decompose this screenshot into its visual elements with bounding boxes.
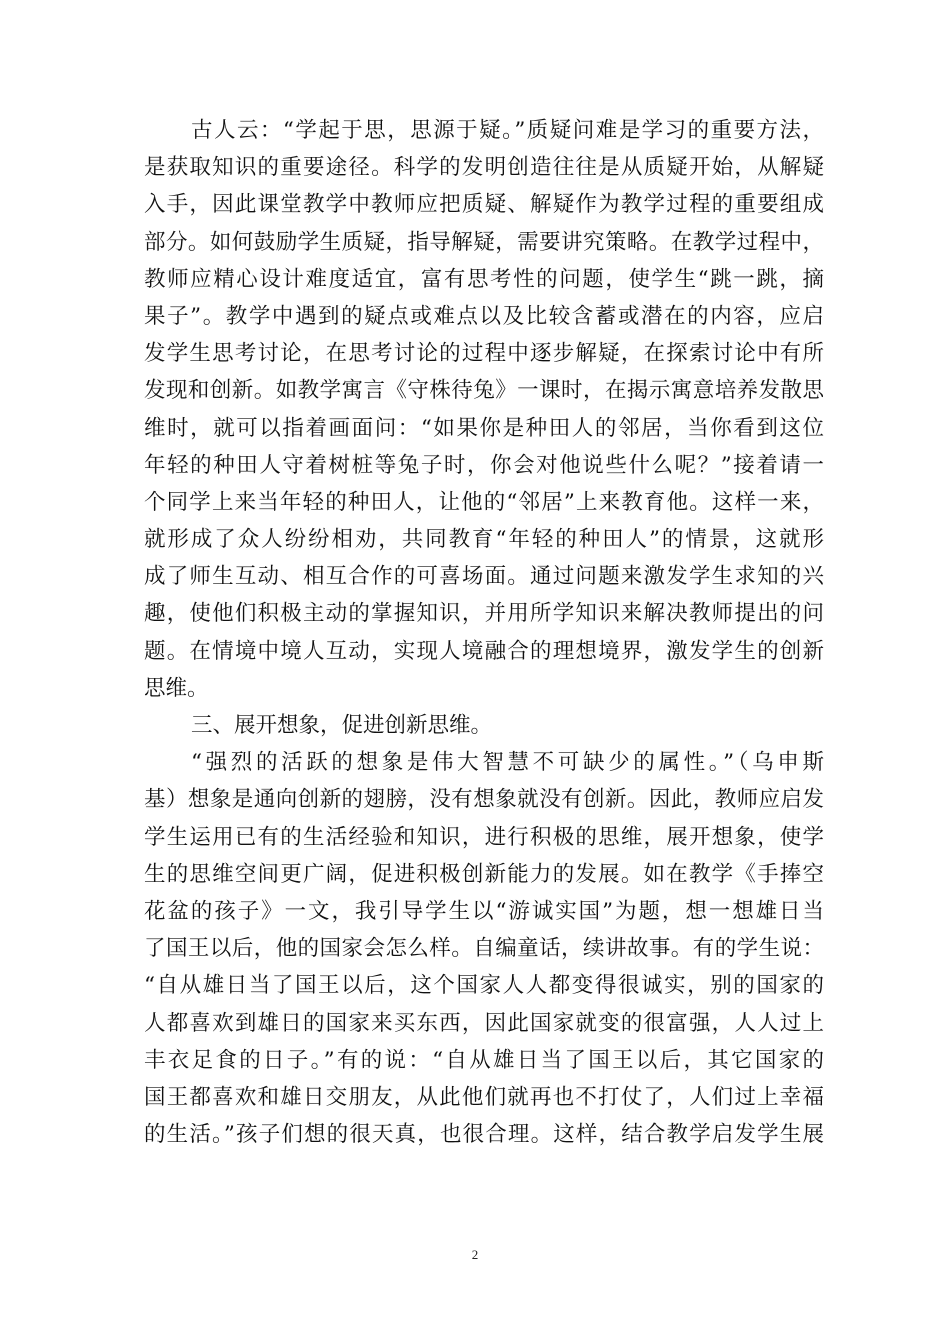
text-line: 花盆的孩子》一文，我引导学生以“游诚实国”为题，想一想雄日当 xyxy=(144,898,824,924)
text-line: 题。在情境中境人互动，实现人境融合的理想境界，激发学生的创新 xyxy=(144,638,824,664)
text-line: 教师应精心设计难度适宜，富有思考性的问题，使学生“跳一跳，摘 xyxy=(144,266,824,292)
text-line: 基）想象是通向创新的翅膀，没有想象就没有创新。因此，教师应启发 xyxy=(144,787,824,813)
text-line: 发现和创新。如教学寓言《守株待兔》一课时，在揭示寓意培养发散思 xyxy=(144,378,824,404)
text-line: 发学生思考讨论，在思考讨论的过程中逐步解疑，在探索讨论中有所 xyxy=(144,341,824,367)
text-line: “自从雄日当了国王以后，这个国家人人都变得很诚实，别的国家的 xyxy=(144,973,824,999)
text-line: 个同学上来当年轻的种田人，让他的“邻居”上来教育他。这样一来， xyxy=(144,489,824,515)
body-text xyxy=(144,112,824,1153)
text-line: 果子”。教学中遇到的疑点或难点以及比较含蓄或潜在的内容，应启 xyxy=(144,303,824,329)
text-line: “强烈的活跃的想象是伟大智慧不可缺少的属性。”（乌申斯 xyxy=(191,750,824,776)
text-line: 入手，因此课堂教学中教师应把质疑、解疑作为教学过程的重要组成 xyxy=(144,192,824,218)
text-line: 人都喜欢到雄日的国家来买东西，因此国家就变的很富强，人人过上 xyxy=(144,1010,824,1036)
paragraph-1 xyxy=(144,112,824,707)
text-line: 国王都喜欢和雄日交朋友，从此他们就再也不打仗了，人们过上幸福 xyxy=(144,1084,824,1110)
text-line: 思维。 xyxy=(144,675,209,701)
paragraph-2 xyxy=(144,744,824,1153)
text-line: 维时，就可以指着画面问：“如果你是种田人的邻居，当你看到这位 xyxy=(144,415,824,441)
text-line: 年轻的种田人守着树桩等兔子时，你会对他说些什么呢？”接着请一 xyxy=(144,452,824,478)
text-line: 生的思维空间更广阔，促进积极创新能力的发展。如在教学《手捧空 xyxy=(144,861,824,887)
page-number: 2 xyxy=(471,1247,479,1262)
text-line: 部分。如何鼓励学生质疑，指导解疑，需要讲究策略。在教学过程中， xyxy=(144,229,824,255)
text-line: 成了师生互动、相互合作的可喜场面。通过问题来激发学生求知的兴 xyxy=(144,564,824,590)
section-heading: 三、展开想象，促进创新思维。 xyxy=(191,713,493,738)
text-line: 古人云：“学起于思，思源于疑。”质疑问难是学习的重要方法， xyxy=(191,118,824,143)
text-line: 的生活。”孩子们想的很天真，也很合理。这样，结合教学启发学生展 xyxy=(144,1122,824,1148)
text-line: 学生运用已有的生活经验和知识，进行积极的思维，展开想象，使学 xyxy=(144,824,824,850)
text-line: 丰衣足食的日子。”有的说：“自从雄日当了国王以后，其它国家的 xyxy=(144,1047,824,1073)
text-line: 是获取知识的重要途径。科学的发明创造往往是从质疑开始，从解疑 xyxy=(144,155,824,181)
text-line: 趣，使他们积极主动的掌握知识，并用所学知识来解决教师提出的问 xyxy=(144,601,824,627)
text-line: 了国王以后，他的国家会怎么样。自编童话，续讲故事。有的学生说： xyxy=(144,936,824,962)
text-line: 就形成了众人纷纷相劝，共同教育“年轻的种田人”的情景，这就形 xyxy=(144,527,824,553)
